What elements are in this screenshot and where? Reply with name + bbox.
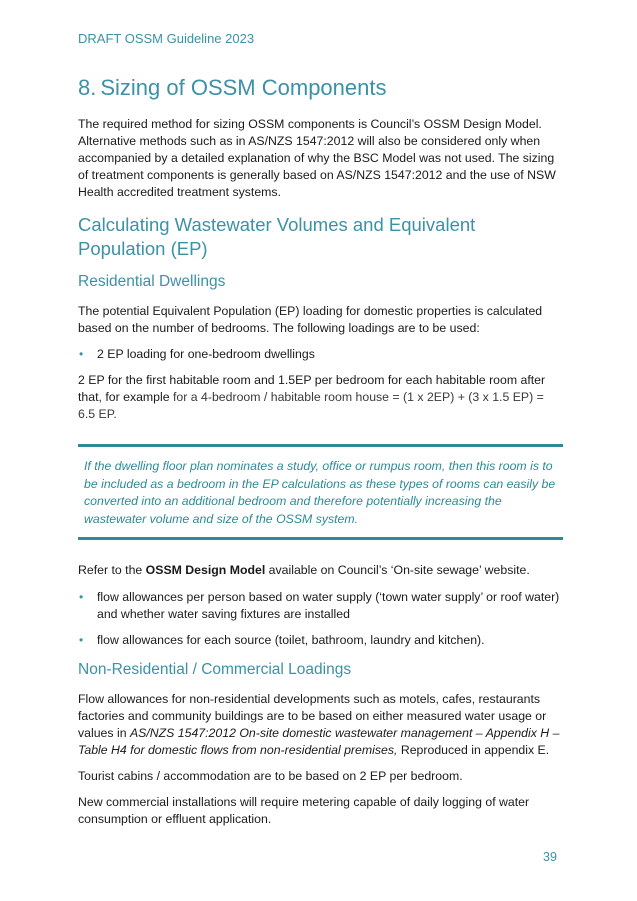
bullet-icon: • [79,633,84,647]
page-content [78,74,563,828]
example-rest-text: for a 4-bedroom / habitable room house = (1 x 2EP) + (3 x 1.5 EP) = 6.5 EP. [78,390,544,421]
refer-after-text: available on Council’s ‘On-site sewage’ website. [265,563,530,577]
heading-residential-dwellings: Residential Dwellings [78,273,226,290]
bullet-icon: • [79,347,84,361]
tourist-cabins-paragraph: Tourist cabins / accommodation are to be based on 2 EP per bedroom. [78,769,463,783]
section-title: Sizing of OSSM Components [100,75,387,100]
list-item [78,589,563,623]
residential-example-paragraph [78,372,563,423]
section-number: 8. [78,75,97,100]
subsection-heading-calculating: Calculating Wastewater Volumes and Equivalent Population (EP) [78,214,476,259]
para-text: Reproduced in appendix E. [397,743,550,757]
list-item [78,632,563,649]
standard-reference-italic: AS/NZS 1547:2012 On-site domestic wastewater management – Appendix H – Table H4 for domestic flows from non-residential premises, [78,726,560,757]
para-text: Flow allowances for non-residential developments such as motels, cafes, restaurants factories and community buildings are to be based on either measured water usage or values in [78,692,547,740]
residential-paragraph: The potential Equivalent Population (EP) loading for domestic properties is calculated based on the number of bedrooms. The following loadings are to be used: [78,304,543,335]
example-lead-text: 2 EP for the first habitable room and 1.5EP per bedroom for each habitable room after that, for example [78,373,546,404]
section-heading [78,74,563,102]
residential-bullet-list [78,346,563,363]
running-header: DRAFT OSSM Guideline 2023 [78,31,255,46]
refer-paragraph [78,562,563,579]
bullet-icon: • [79,590,84,604]
list-item-text: 2 EP loading for one-bedroom dwellings [97,347,315,361]
refer-before-text: Refer to the [78,563,146,577]
list-item [78,346,563,363]
non-residential-paragraph [78,691,563,759]
callout-box [78,444,563,540]
list-item-text: flow allowances per person based on water supply (‘town water supply’ or roof water) and whether water saving fixtures are installed [97,590,560,621]
heading-non-residential: Non-Residential / Commercial Loadings [78,661,352,678]
list-item-text: flow allowances for each source (toilet, bathroom, laundry and kitchen). [97,633,485,647]
refer-bold-text: OSSM Design Model [145,563,266,577]
callout-text: If the dwelling floor plan nominates a study, office or rumpus room, then this room is to be included as a bedroom in the EP calculations as these types of rooms can easily be converted into an additional bedroom and therefore potentially increasing the wastewater volume and size of the OSSM system. [84,459,556,526]
metering-paragraph: New commercial installations will require metering capable of daily logging of water consumption or effluent application. [78,795,530,826]
page-number: 39 [543,850,557,864]
refer-bullet-list [78,589,563,649]
intro-paragraph: The required method for sizing OSSM components is Council’s OSSM Design Model. Alternative methods such as in AS/NZS 1547:2012 will also be considered only when accompanied by a detailed explanation of why the BSC Model was not used. The sizing of treatment components is generally based on AS/NZS 1547:2012 and the use of NSW Health accredited treatment systems. [78,117,556,199]
